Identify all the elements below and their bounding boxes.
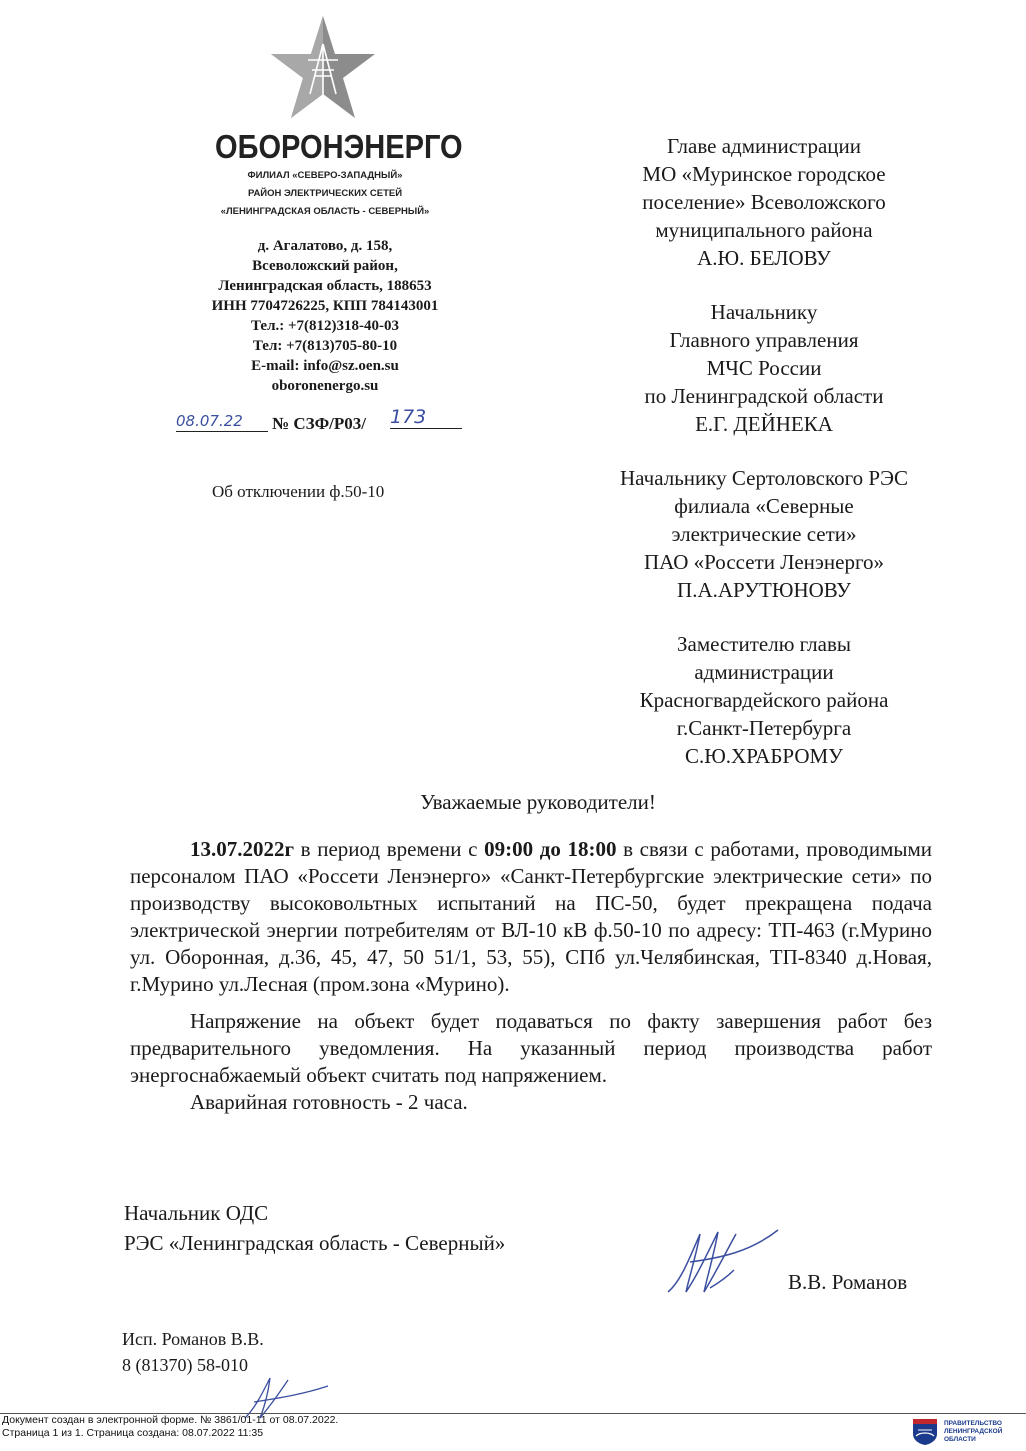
gov-text-line: ПРАВИТЕЛЬСТВО xyxy=(944,1420,1002,1427)
phone-line: Тел.: +7(812)318-40-03 xyxy=(250,318,400,334)
executor-info xyxy=(122,1326,264,1378)
leningrad-government-emblem-icon xyxy=(912,1418,938,1446)
registration-number: 173 xyxy=(390,406,462,429)
position-line: РЭС «Ленинградская область - Северный» xyxy=(124,1231,506,1255)
signatory-position xyxy=(124,1198,505,1258)
body-text: в связи с работами, проводимыми персоналом ПАО «Россети Ленэнерго» «Санкт-Петербургские электрические сети» по производству высоковольтных испытаний на ПС-50, будет прекращена подача электрической энергии потребителям от ВЛ-10 кВ ф.50-10 по адресу: ТП-463 (г.Мурино ул. Оборонная, д.36, 45, 47, 50 51/1, 53, 55), СПб ул.Челябинская, ТП-8340 д.Новая, г.Мурино ул.Лесная (пром.зона «Мурино). xyxy=(130,837,932,996)
footer-line: Документ создан в электронной форме. № 3861/01-11 от 08.07.2022. xyxy=(2,1414,339,1426)
branch-name: ФИЛИАЛ «СЕВЕРО-ЗАПАДНЫЙ» xyxy=(247,170,403,181)
email-line: E-mail: info@sz.oen.su xyxy=(251,358,399,374)
tax-ids: ИНН 7704726225, КПП 784143001 xyxy=(211,298,439,314)
addressee-name: А.Ю. БЕЛОВУ xyxy=(697,246,831,270)
body-paragraph xyxy=(130,836,932,998)
addressee-line: администрации xyxy=(694,660,834,684)
addressee-block xyxy=(560,298,968,438)
org-name: ОБОРОНЭНЕРГО xyxy=(215,128,463,165)
region-name: «ЛЕНИНГРАДСКАЯ ОБЛАСТЬ - СЕВЕРНЫЙ» xyxy=(220,206,430,217)
salutation: Уважаемые руководители! xyxy=(420,790,656,814)
addressee-block xyxy=(560,132,968,272)
body-paragraph: Аварийная готовность - 2 часа. xyxy=(190,1090,468,1114)
addressee-line: Заместителю главы xyxy=(677,632,851,656)
addressee-line: г.Санкт-Петербурга xyxy=(676,716,852,740)
letter-subject: Об отключении ф.50-10 xyxy=(212,482,385,501)
addressee-line: ПАО «Россети Ленэнерго» xyxy=(643,550,885,574)
address-line: Ленинградская область, 188653 xyxy=(218,278,432,294)
addressee-block xyxy=(560,464,968,604)
addressee-name: П.А.АРУТЮНОВУ xyxy=(677,578,851,602)
addressee-line: электрические сети» xyxy=(671,522,857,546)
addressee-line: Красногвардейского района xyxy=(639,688,889,712)
addressee-line: филиала «Северные xyxy=(674,494,854,518)
phone-line: Тел: +7(813)705-80-10 xyxy=(252,338,398,354)
addressee-line: Главного управления xyxy=(669,328,859,352)
letter-body xyxy=(130,836,932,1116)
leningrad-government-label xyxy=(944,1420,1002,1444)
addressee-line: Главе администрации xyxy=(666,134,862,158)
addressee-line: МЧС России xyxy=(706,356,822,380)
handwritten-signature xyxy=(660,1222,780,1302)
registration-label: № СЗФ/Р03/ xyxy=(272,414,367,433)
address-line: Всеволожский район, xyxy=(252,258,398,274)
oboronenergo-star-logo xyxy=(268,14,378,126)
addressee-line: муниципального района xyxy=(655,218,873,242)
addressee-line: по Ленинградской области xyxy=(644,384,884,408)
addressee-line: МО «Муринское городское xyxy=(642,162,886,186)
position-line: Начальник ОДС xyxy=(124,1201,269,1225)
addressee-line: поселение» Всеволожского xyxy=(642,190,886,214)
executor-name: Исп. Романов В.В. xyxy=(122,1329,264,1349)
addressee-block xyxy=(560,630,968,770)
addressee-line: Начальнику Сертоловского РЭС xyxy=(620,466,908,490)
address-line: д. Агалатово, д. 158, xyxy=(257,238,393,254)
registration-date: 08.07.22 xyxy=(176,412,268,432)
outage-date: 13.07.2022г xyxy=(190,837,295,861)
gov-text-line: ОБЛАСТИ xyxy=(944,1436,976,1443)
electronic-doc-footer xyxy=(2,1414,338,1440)
signatory-name: В.В. Романов xyxy=(788,1270,908,1294)
gov-text-line: ЛЕНИНГРАДСКОЙ xyxy=(944,1428,1003,1435)
body-text: в период времени с xyxy=(294,837,485,861)
outage-time: 09:00 до 18:00 xyxy=(484,837,617,861)
district-name: РАЙОН ЭЛЕКТРИЧЕСКИХ СЕТЕЙ xyxy=(247,188,403,199)
addressee-name: С.Ю.ХРАБРОМУ xyxy=(684,744,844,768)
body-paragraph: Напряжение на объект будет подаваться по факту завершения работ без предварительного уведомления. На указанный период производства работ энергоснабжаемый объект считать под напряжением. xyxy=(130,1009,932,1087)
addressee-line: Начальнику xyxy=(710,300,818,324)
footer-line: Страница 1 из 1. Страница создана: 08.07.2022 11:35 xyxy=(2,1427,264,1439)
executor-phone: 8 (81370) 58-010 xyxy=(122,1355,248,1375)
addressee-name: Е.Г. ДЕЙНЕКА xyxy=(695,412,833,436)
website-line: oboronenergo.su xyxy=(271,378,379,394)
